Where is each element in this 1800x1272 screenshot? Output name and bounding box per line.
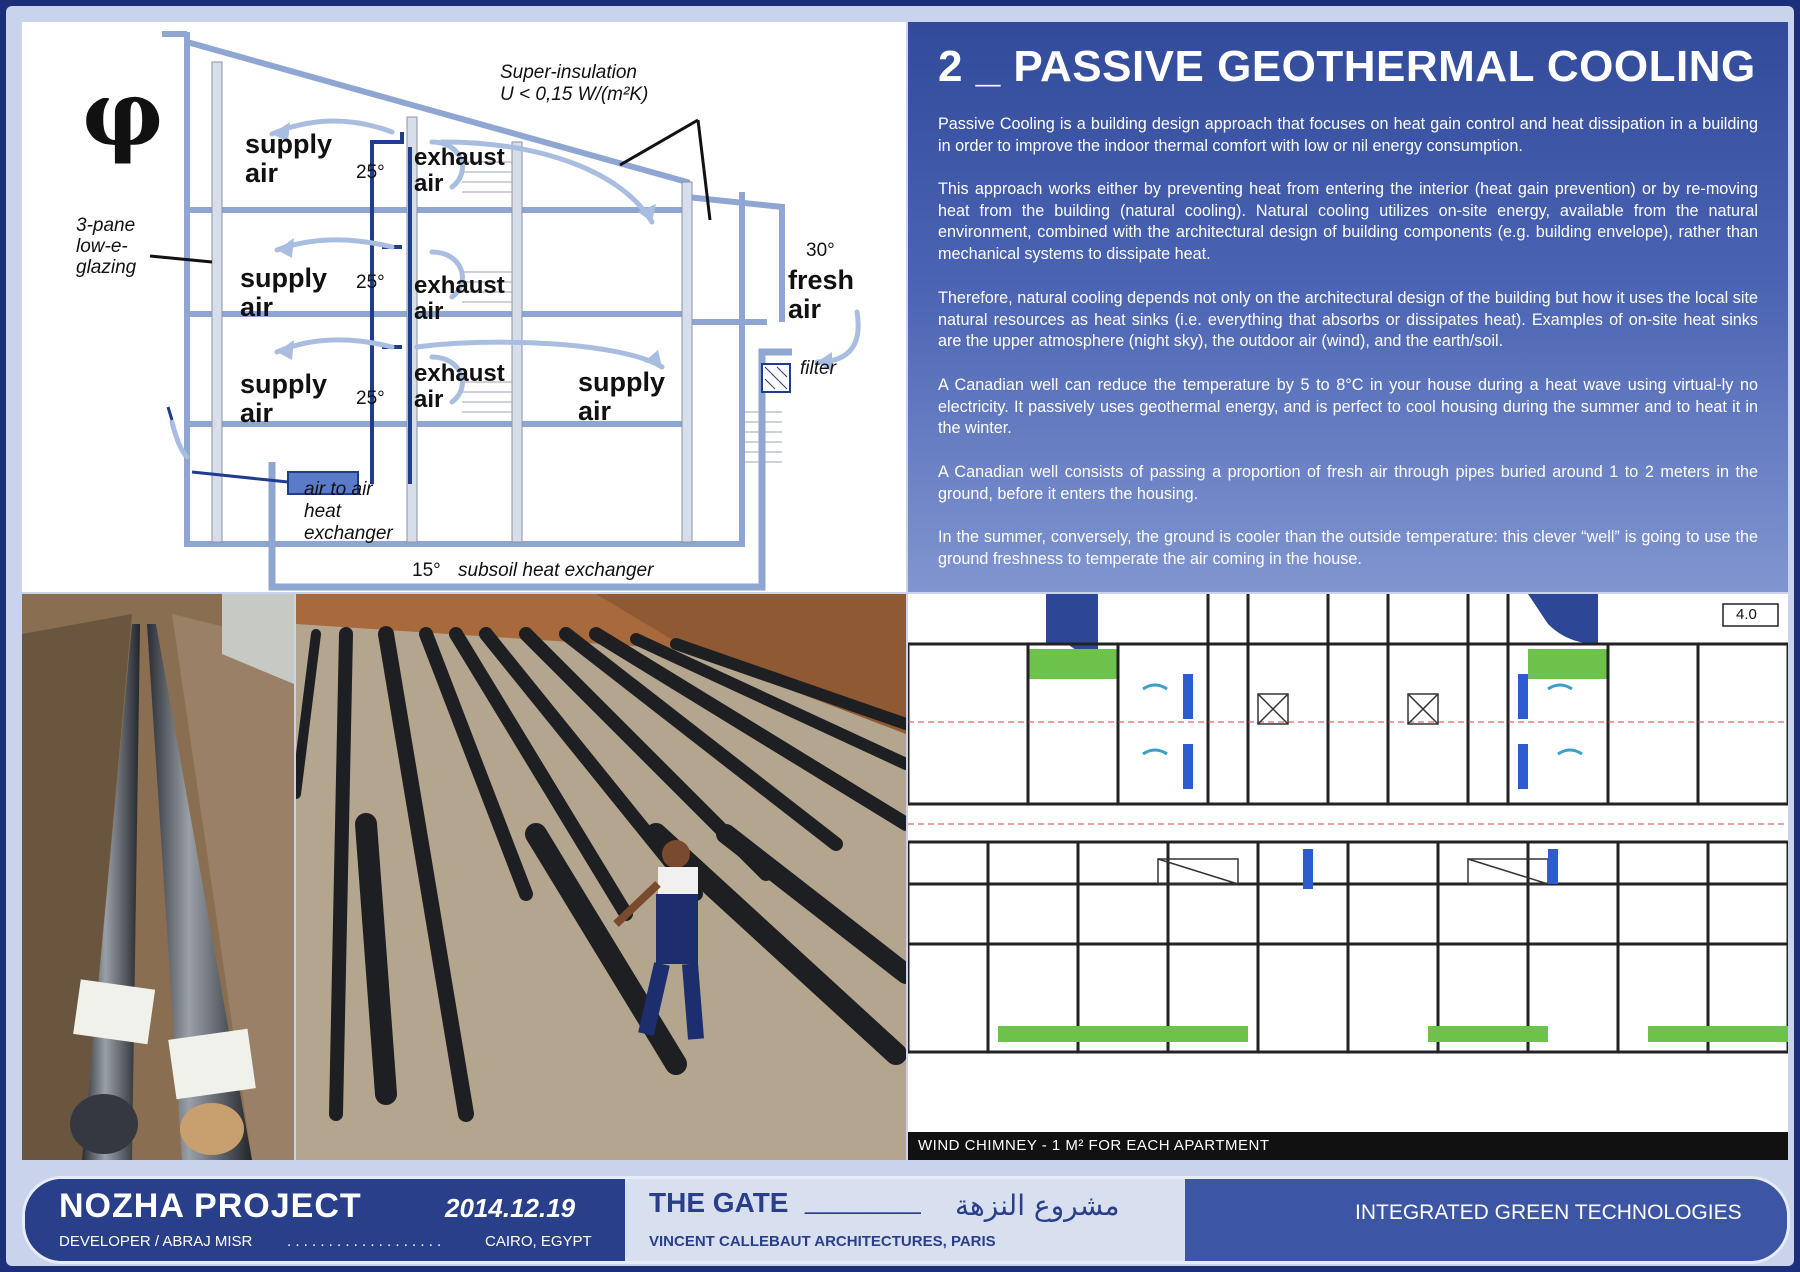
supply-air-label-right-2: air: [578, 396, 612, 426]
glazing-label-3: glazing: [76, 257, 137, 278]
filter-label: filter: [800, 358, 836, 379]
supply-air-label-top: supply: [245, 129, 333, 159]
glazing-label-2: low-e-: [76, 236, 128, 257]
paragraph-4: A Canadian well can reduce the temperature by 5 to 8°C in your house during a heat wave using virtual-ly no electricity. It passively uses geothermal energy, and is perfect to cool housing during the summer and to heat it in the winter.: [938, 376, 1758, 438]
subsoil-label: subsoil heat exchanger: [458, 560, 654, 581]
phi-logo-icon: φ: [82, 61, 164, 167]
fresh-air-label: fresh: [788, 265, 855, 295]
section-diagram: [22, 22, 906, 592]
project-name: NOZHA PROJECT: [59, 1187, 362, 1225]
temp-25-top: 25°: [356, 162, 385, 183]
u-value-label: U < 0,15 W/(m²K): [500, 84, 649, 105]
exhaust-air-label-mid-2: air: [414, 298, 444, 325]
fresh-air-label-2: air: [788, 294, 822, 324]
pipe-field-photo: [296, 594, 906, 1160]
plan-caption: WIND CHIMNEY - 1 M² FOR EACH APARTMENT: [918, 1137, 1270, 1154]
tagline: INTEGRATED GREEN TECHNOLOGIES: [1355, 1201, 1742, 1224]
arabic-logo: مشروع النزهة: [955, 1189, 1120, 1222]
temp-15-label: 15°: [412, 560, 441, 581]
heat-exchanger-label-2: heat: [304, 501, 341, 522]
supply-air-label-top-2: air: [245, 158, 279, 188]
poster-sheet: [6, 6, 1794, 1266]
exhaust-air-label-top: exhaust: [414, 144, 505, 171]
supply-air-label-mid-2: air: [240, 292, 274, 322]
text-panel: [908, 22, 1788, 592]
temp-25-low: 25°: [356, 388, 385, 409]
developer-label: DEVELOPER / ABRAJ MISR: [59, 1233, 253, 1250]
temp-30-label: 30°: [806, 240, 835, 261]
supply-air-label-mid: supply: [240, 263, 328, 293]
temp-25-mid: 25°: [356, 272, 385, 293]
supply-air-label-low-2: air: [240, 398, 274, 428]
exhaust-air-label-low-2: air: [414, 386, 444, 413]
supply-air-label-right: supply: [578, 367, 666, 397]
paragraph-5: A Canadian well consists of passing a proportion of fresh air through pipes buried around 1 to 2 meters in the ground, before it enters the housing.: [938, 463, 1758, 503]
plan-dimension: 4.0: [1736, 606, 1757, 623]
exhaust-air-label-low: exhaust: [414, 360, 505, 387]
developer-dots: . . . . . . . . . . . . . . . . . . .: [287, 1233, 442, 1250]
floor-plan: [908, 594, 1788, 1160]
paragraph-6: In the summer, conversely, the ground is cooler than the outside temperature: this clever “well” is going to use the ground freshness to temperate the air coming in the house.: [938, 528, 1758, 568]
exhaust-air-label-mid: exhaust: [414, 272, 505, 299]
page-title: 2 _ PASSIVE GEOTHERMAL COOLING: [938, 42, 1756, 91]
paragraph-3: Therefore, natural cooling depends not only on the architectural design of the building but how it uses the local site natural resources as heat sinks (i.e. everything that absorbs or dissipates heat). Examples of on-site heat sinks are the upper atmosphere (night sky), the outdoor air (wind), and the earth/soil.: [938, 289, 1758, 351]
architect-label: VINCENT CALLEBAUT ARCHITECTURES, PARIS: [649, 1233, 996, 1250]
heat-exchanger-label-1: air to air: [304, 479, 373, 500]
paragraph-1: Passive Cooling is a building design approach that focuses on heat gain control and heat dissipation in a building in order to improve the indoor thermal comfort with low or nil energy consumption.: [938, 115, 1758, 155]
exhaust-air-label-top-2: air: [414, 170, 444, 197]
gate-title: THE GATE: [649, 1187, 789, 1218]
paragraph-2: This approach works either by preventing heat from entering the interior (heat gain prevention) or by re-moving heat from the building (natural cooling). Natural cooling utilizes on-site energy, available from the natural environment, combined with the architectural design of building components (e.g. building envelope), rather than mechanical systems to dissipate heat.: [938, 180, 1758, 263]
project-date: 2014.12.19: [445, 1193, 576, 1223]
supply-air-label-low: supply: [240, 369, 328, 399]
location-label: CAIRO, EGYPT: [485, 1233, 592, 1250]
trench-pipes-photo: [22, 594, 294, 1160]
super-insulation-label: Super-insulation: [500, 62, 637, 83]
gate-line: ________: [805, 1185, 921, 1215]
glazing-label-1: 3-pane: [76, 215, 136, 236]
footer-bar: [22, 1176, 1790, 1264]
heat-exchanger-label-3: exchanger: [304, 523, 393, 544]
